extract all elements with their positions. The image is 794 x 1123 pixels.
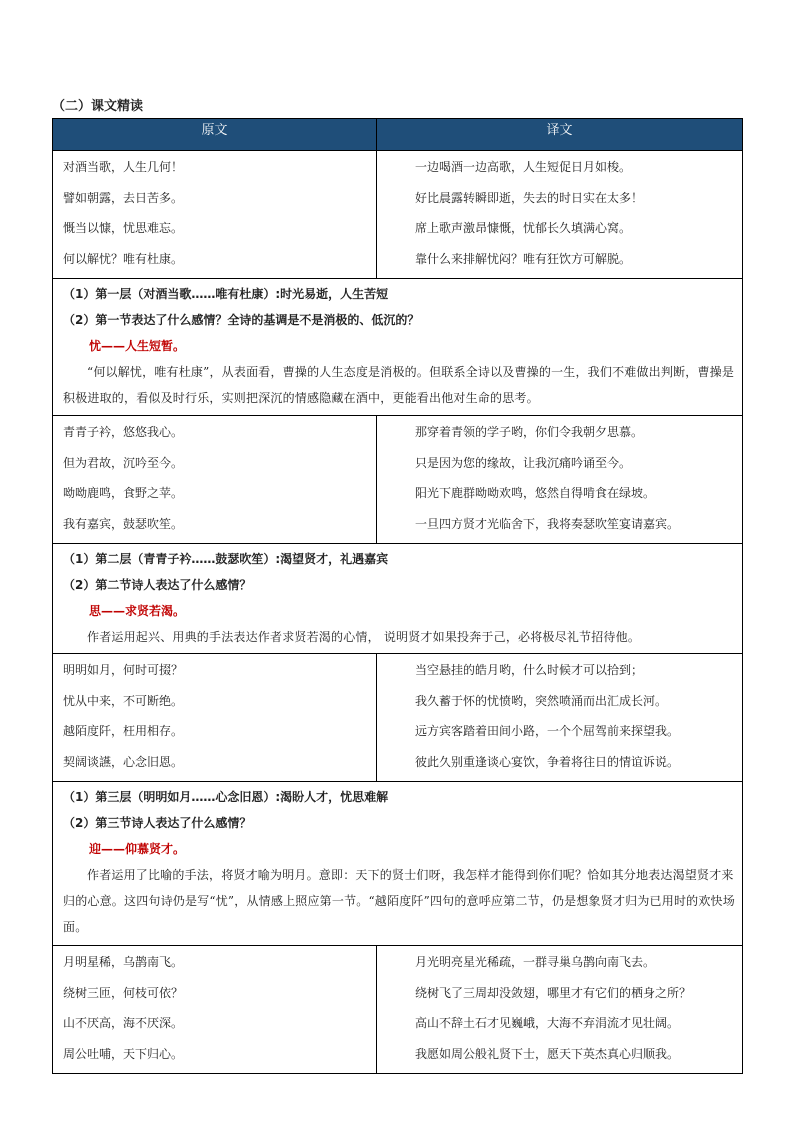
translation-line: 我愿如周公般礼贤下士，愿天下英杰真心归顺我。 [415,1046,680,1061]
header-translation: 译文 [377,119,743,151]
analysis-row-1 [53,279,743,416]
analysis-paragraph: 作者运用了比喻的手法，将贤才喻为明月。意即：天下的贤士们呀，我怎样才能得到你们呢？恰如其分地表达渴望贤才来归的心意。这四句诗仍是写“忧”，从情感上照应第一节。“越陌度阡”四句的意呼应第二节，仍是想象贤才归为已用时的欢快场面。 [63,868,735,934]
header-original: 原文 [53,119,377,151]
original-cell [53,151,377,279]
original-line: 慨当以慷，忧思难忘。 [63,221,184,235]
question: （2）第三节诗人表达了什么感情？ [63,816,252,830]
translation-cell [377,946,743,1074]
original-line: 呦呦鹿鸣，食野之苹。 [63,486,184,500]
translation-cell [377,654,743,782]
analysis-cell [53,782,743,946]
translation-line: 好比晨露转瞬即逝，失去的时日实在太多！ [415,190,644,205]
analysis-cell [53,279,743,416]
page [52,96,743,1074]
original-line: 契阔谈讌，心念旧恩。 [63,754,184,769]
verse-row-1 [53,151,743,279]
layer-summary: （1）第二层（青青子衿……鼓瑟吹笙）:渴望贤才，礼遇嘉宾 [63,552,389,566]
original-line: 青青子衿，悠悠我心。 [63,425,184,439]
translation-line: 靠什么来排解忧闷？唯有狂饮方可解脱。 [415,251,632,266]
original-line: 周公吐哺，天下归心。 [63,1046,184,1061]
verse-row-4 [53,946,743,1074]
translation-line: 高山不辞土石才见巍峨，大海不弃涓流才见壮阔。 [415,1016,680,1030]
analysis-paragraph: 作者运用起兴、用典的手法表达作者求贤若渴的心情， 说明贤才如果投奔于己，必将极尽礼节招待他。 [87,630,641,644]
original-line: 明明如月，何时可掇？ [63,663,184,677]
analysis-cell [53,544,743,654]
analysis-paragraph: “何以解忧，唯有杜康”，从表面看，曹操的人生态度是消极的。但联系全诗以及曹操的一生，我们不难做出判断，曹操是积极进取的，看似及时行乐，实则把深沉的情感隐藏在酒中，更能看出他对生命的思考。 [63,365,735,405]
original-line: 但为君故，沉吟至今。 [63,455,184,470]
translation-line: 阳光下鹿群呦呦欢鸣，悠然自得啃食在绿坡。 [415,486,656,500]
answer-keyword: 思——求贤若渴。 [89,604,186,618]
answer-keyword: 迎——仰慕贤才。 [89,842,186,856]
layer-summary: （1）第一层（对酒当歌……唯有杜康）:时光易逝，人生苦短 [63,287,389,301]
original-line: 越陌度阡，枉用相存。 [63,724,184,738]
translation-cell [377,151,743,279]
original-line: 我有嘉宾，鼓瑟吹笙。 [63,516,184,531]
section-title: （二）课文精读 [52,99,144,114]
verse-row-2 [53,416,743,544]
answer-keyword: 忧——人生短暂。 [89,339,186,353]
layer-summary: （1）第三层（明明如月……心念旧恩）:渴盼人才，忧思难解 [63,790,389,804]
translation-line: 只是因为您的缘故，让我沉痛吟诵至今。 [415,455,632,470]
original-line: 绕树三匝，何枝可依？ [63,985,184,1000]
original-line: 山不厌高，海不厌深。 [63,1016,184,1030]
original-line: 对酒当歌，人生几何！ [63,160,184,174]
question: （2）第一节表达了什么感情？全诗的基调是不是消极的、低沉的？ [63,313,420,327]
question: （2）第二节诗人表达了什么感情？ [63,578,252,592]
translation-line: 一边喝酒一边高歌，人生短促日月如梭。 [415,160,632,174]
translation-line: 席上歌声激昂慷慨，忧郁长久填满心窝。 [415,221,632,235]
translation-line: 绕树飞了三周却没敛翅，哪里才有它们的栖身之所？ [415,985,692,1000]
analysis-row-2 [53,544,743,654]
translation-line: 远方宾客踏着田间小路，一个个屈驾前来探望我。 [415,724,680,738]
verse-row-3 [53,654,743,782]
original-line: 忧从中来，不可断绝。 [63,693,184,708]
original-line: 譬如朝露，去日苦多。 [63,190,184,205]
translation-line: 我久蓄于怀的忧愤哟，突然喷涌而出汇成长河。 [415,693,668,708]
translation-cell [377,416,743,544]
translation-line: 月光明亮星光稀疏，一群寻巢乌鹊向南飞去。 [415,955,656,969]
original-cell [53,654,377,782]
analysis-row-3 [53,782,743,946]
translation-line: 彼此久别重逢谈心宴饮，争着将往日的情谊诉说。 [415,754,680,769]
translation-line: 一旦四方贤才光临舍下，我将奏瑟吹笙宴请嘉宾。 [415,516,680,531]
translation-line: 当空悬挂的皓月哟，什么时候才可以拾到； [415,663,644,677]
original-line: 月明星稀，乌鹊南飞。 [63,955,184,969]
original-line: 何以解忧？唯有杜康。 [63,251,184,266]
reading-table [52,118,743,1074]
original-cell [53,946,377,1074]
table-header-row [53,119,743,151]
original-cell [53,416,377,544]
translation-line: 那穿着青领的学子哟，你们令我朝夕思慕。 [415,425,644,439]
